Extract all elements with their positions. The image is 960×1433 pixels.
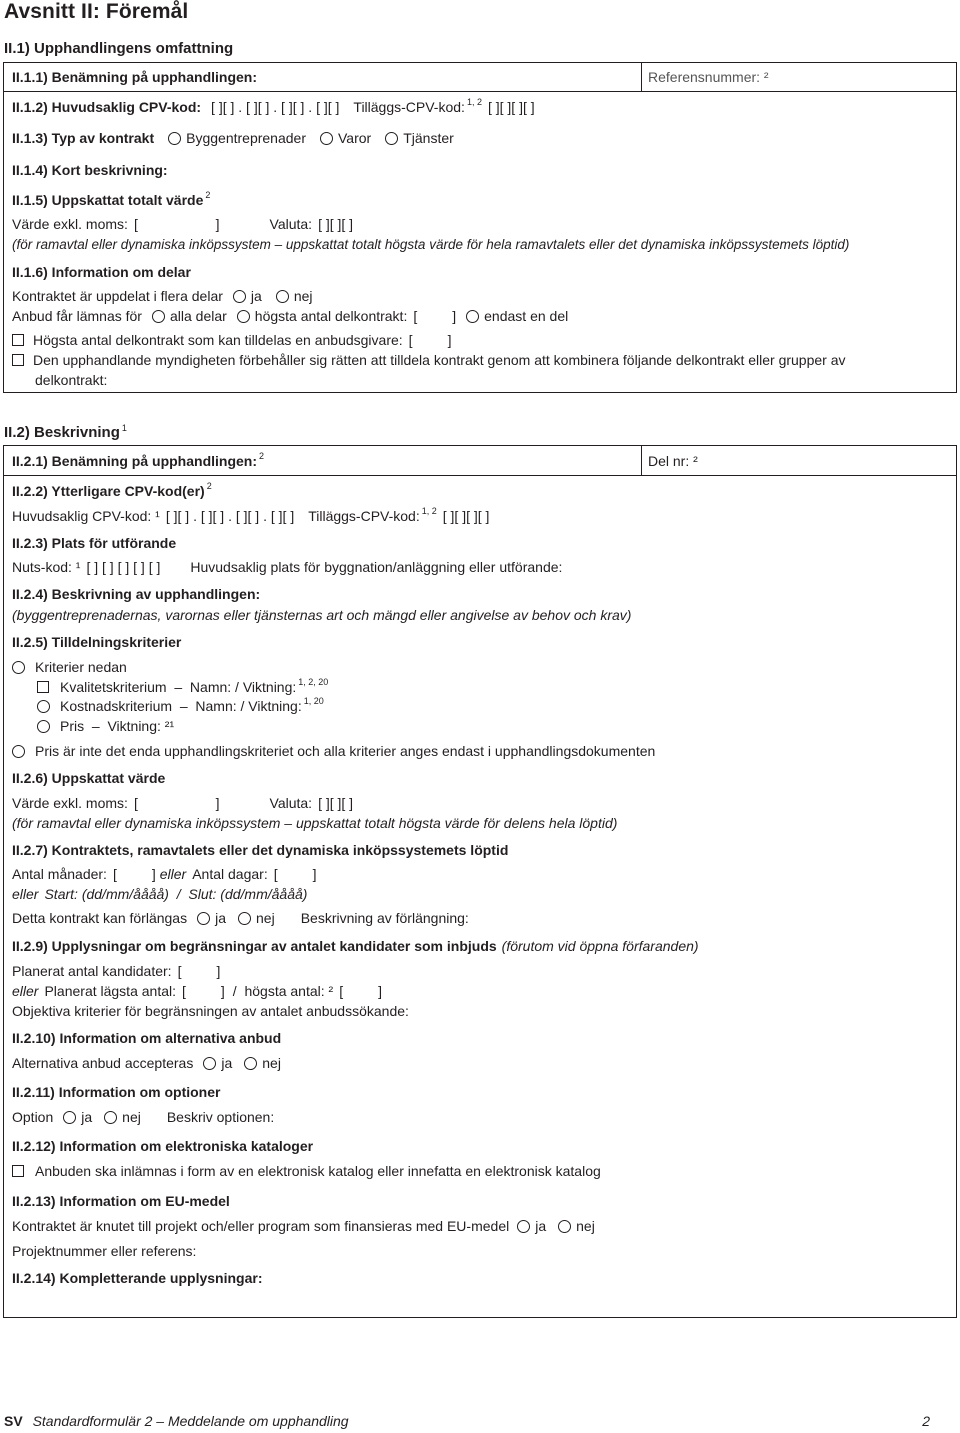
all-lots-radio[interactable] — [152, 310, 165, 323]
field-label-ii114: II.1.4) Kort beskrivning: — [12, 162, 168, 178]
max-award-checkbox[interactable] — [12, 334, 24, 346]
reserve-label-line1: Den upphandlande myndigheten förbehåller sig rätten att tilldela kontrakt genom att kombinera följande delkontrakt eller grupper av — [33, 352, 846, 368]
max-award-row — [12, 332, 451, 348]
months-label: Antal månader: — [12, 866, 107, 882]
cost-criterion-radio[interactable] — [37, 700, 50, 713]
max-lots-label: högsta antal delkontrakt: — [254, 308, 408, 324]
field-label-ii226: II.2.6) Uppskattat värde — [12, 770, 166, 786]
field-label-ii2213: II.2.13) Information om EU-medel — [12, 1193, 230, 1209]
variants-yes-radio[interactable] — [203, 1057, 216, 1070]
renewal-yes-radio[interactable] — [197, 912, 210, 925]
field-label-ii2214: II.2.14) Kompletterande upplysningar: — [12, 1270, 263, 1286]
divider — [641, 63, 642, 91]
reserve-label-line2: delkontrakt: — [35, 372, 108, 388]
e-catalogue-checkbox[interactable] — [12, 1165, 24, 1177]
field-label-ii229: II.2.9) Upplysningar om begränsningar av antalet kandidater som inbjuds — [12, 938, 497, 954]
field-label-ii112: II.1.2) Huvudsaklig CPV-kod: — [12, 99, 202, 115]
yes-label: ja — [250, 288, 262, 304]
objective-criteria-label: Objektiva kriterier för begränsningen av antalet anbudssökande: — [12, 1003, 409, 1019]
max-candidates-label: / högsta antal: ² — [232, 983, 334, 999]
reserve-checkbox[interactable] — [12, 354, 24, 366]
footnote-ref: 1 — [121, 422, 127, 433]
no-label: nej — [122, 1109, 141, 1125]
price-criterion-row — [37, 718, 174, 734]
planned-candidates-row — [12, 963, 220, 979]
renewal-no-radio[interactable] — [238, 912, 251, 925]
supplies-radio[interactable] — [320, 132, 333, 145]
main-cpv-label: Huvudsaklig CPV-kod: ¹ — [12, 508, 160, 524]
candidates-heading-note: (förutom vid öppna förfaranden) — [501, 938, 699, 954]
value-field[interactable]: [ ] — [133, 216, 220, 232]
options-row — [12, 1109, 274, 1125]
lot-value-label: Värde exkl. moms: — [12, 795, 128, 811]
page-footer — [4, 1413, 930, 1429]
field-label-ii222: II.2.2) Ytterligare CPV-kod(er) — [12, 483, 205, 499]
section-ii1-box — [3, 62, 957, 393]
estimated-value-heading — [12, 192, 210, 208]
estimated-value-note: (för ramavtal eller dynamiska inköpssystem – uppskattat totalt högsta värde för hela ramavtalets eller det dynamiska inköpssystemets löptid) — [12, 237, 850, 252]
cpv-row — [12, 99, 535, 115]
nuts-label: Nuts-kod: ¹ — [12, 559, 81, 575]
e-catalogue-label: Anbuden ska inlämnas i form av en elektronisk katalog eller innefatta en elektronisk katalog — [35, 1163, 601, 1179]
project-reference-label: Projektnummer eller referens: — [12, 1243, 197, 1259]
lot-value-note: (för ramavtal eller dynamiska inköpssystem – uppskattat totalt högsta värde för delens hela löptid) — [12, 815, 618, 831]
reserve-row — [12, 352, 846, 368]
extra-cpv-field[interactable]: [ ][ ][ ][ ] — [442, 508, 490, 524]
yes-label: ja — [535, 1218, 547, 1234]
lot-title-row — [12, 453, 264, 469]
yes-label: ja — [221, 1055, 233, 1071]
options-yes-radio[interactable] — [63, 1111, 76, 1124]
lot-value-row — [12, 795, 353, 811]
variants-label: Alternativa anbud accepteras — [12, 1055, 194, 1071]
section-heading-ii1: II.1) Upphandlingens omfattning — [4, 40, 234, 57]
yes-label: ja — [81, 1109, 93, 1125]
reference-number-label: Referensnummer: ² — [648, 69, 769, 85]
planned-candidates-label: Planerat antal kandidater: — [12, 963, 172, 979]
currency-label: Valuta: — [269, 216, 313, 232]
min-candidates-label: Planerat lägsta antal: — [44, 983, 176, 999]
months-field[interactable]: [ ] — [112, 866, 156, 882]
lots-question: Kontraktet är uppdelat i flera delar — [12, 288, 223, 304]
footnote-ref: 2 — [206, 481, 212, 491]
max-lots-radio[interactable] — [237, 310, 250, 323]
renewal-question: Detta kontrakt kan förlängas — [12, 910, 188, 926]
extra-cpv-code-field[interactable]: [ ][ ][ ][ ] — [487, 99, 535, 115]
criteria-below-label: Kriterier nedan — [35, 659, 127, 675]
quality-criterion-label: Kvalitetskriterium – Namn: / Viktning: — [60, 679, 297, 695]
options-label: Option — [12, 1109, 54, 1125]
max-lots-field[interactable]: [ ] — [413, 308, 457, 324]
value-label: Värde exkl. moms: — [12, 216, 128, 232]
lots-no-radio[interactable] — [276, 290, 289, 303]
field-label-ii2211: II.2.11) Information om optioner — [12, 1084, 221, 1100]
yes-label: ja — [215, 910, 227, 926]
footnote-ref: 2 — [205, 190, 211, 200]
cost-criterion-label: Kostnadskriterium – Namn: / Viktning: — [60, 698, 302, 714]
field-label-ii223: II.2.3) Plats för utförande — [12, 535, 177, 551]
field-label-ii2210: II.2.10) Information om alternativa anbud — [12, 1030, 282, 1046]
page-title: Avsnitt II: Föremål — [4, 0, 189, 23]
price-criterion-label: Pris – Viktning: ²¹ — [60, 718, 175, 734]
start-end-label[interactable]: Start: (dd/mm/åååå) / Slut: (dd/mm/åååå) — [44, 886, 308, 902]
cpv-code-field[interactable]: [ ][ ] . [ ][ ] . [ ][ ] . [ ][ ] — [211, 99, 340, 115]
services-radio[interactable] — [385, 132, 398, 145]
or-label: eller — [12, 983, 39, 999]
section-heading-ii2 — [4, 424, 127, 441]
lots-yes-radio[interactable] — [233, 290, 246, 303]
or-label: eller — [159, 866, 187, 882]
lot-value-field[interactable]: [ ] — [133, 795, 220, 811]
lots-row — [12, 288, 313, 304]
days-label: Antal dagar: — [192, 866, 268, 882]
works-label: Byggentreprenader — [186, 130, 306, 146]
no-label: nej — [293, 288, 313, 304]
tender-lots-label: Anbud får lämnas för — [12, 308, 142, 324]
extra-cpv-heading — [12, 483, 212, 499]
tender-lots-row — [12, 308, 568, 324]
criteria-below-radio[interactable] — [12, 661, 25, 674]
services-label: Tjänster — [403, 130, 454, 146]
footnote-ref: 2 — [259, 451, 265, 461]
variants-row — [12, 1055, 281, 1071]
one-lot-radio[interactable] — [466, 310, 479, 323]
extra-cpv-label: Tilläggs-CPV-kod: — [308, 508, 420, 524]
no-label: nej — [576, 1218, 595, 1234]
estimated-value-row — [12, 216, 353, 232]
divider — [641, 446, 642, 475]
extra-cpv-label: Tilläggs-CPV-kod: — [353, 99, 465, 115]
section-heading-ii2-text: II.2) Beskrivning — [4, 424, 120, 441]
price-not-only-label: Pris är inte det enda upphandlingskriteriet och alla kriterier anges endast i upphandlingsdokumenten — [35, 743, 656, 759]
candidates-heading — [12, 938, 699, 954]
eu-funds-label: Kontraktet är knutet till projekt och/eller program som finansieras med EU-medel — [12, 1218, 510, 1234]
footnote-ref: 1, 20 — [303, 696, 324, 706]
contract-type-row — [12, 130, 454, 146]
criteria-below-row — [12, 659, 127, 675]
lot-number-label: Del nr: ² — [648, 453, 698, 469]
page-number: 2 — [922, 1413, 930, 1429]
nuts-field[interactable]: [ ] [ ] [ ] [ ] [ ] — [86, 559, 161, 575]
field-label-ii115: II.1.5) Uppskattat totalt värde — [12, 192, 204, 208]
quality-criterion-row — [37, 679, 328, 695]
all-lots-label: alla delar — [169, 308, 227, 324]
nuts-row — [12, 559, 562, 575]
price-not-only-row — [12, 743, 655, 759]
duration-row — [12, 866, 317, 882]
renewal-description-label: Beskrivning av förlängning: — [300, 910, 469, 926]
e-catalogue-row — [12, 1163, 601, 1179]
variants-no-radio[interactable] — [244, 1057, 257, 1070]
eu-funds-yes-radio[interactable] — [517, 1220, 530, 1233]
quality-criterion-checkbox[interactable] — [37, 681, 49, 693]
price-not-only-radio[interactable] — [12, 745, 25, 758]
divider — [4, 91, 956, 92]
field-label-ii113: II.1.3) Typ av kontrakt — [12, 130, 155, 146]
footnote-ref: 1, 2 — [466, 97, 482, 107]
description-note: (byggentreprenadernas, varornas eller tjänsternas art och mängd eller angivelse av behov och krav) — [12, 607, 632, 623]
max-award-label: Högsta antal delkontrakt som kan tilldelas en anbudsgivare: — [33, 332, 403, 348]
footer-language: SV — [4, 1413, 23, 1429]
field-label-ii116: II.1.6) Information om delar — [12, 264, 191, 280]
lot-cpv-row — [12, 508, 489, 524]
lot-currency-label: Valuta: — [269, 795, 313, 811]
max-candidates-field[interactable]: [ ] — [339, 983, 382, 999]
field-label-ii221: II.2.1) Benämning på upphandlingen: — [12, 453, 258, 469]
divider — [4, 475, 956, 476]
renewal-row — [12, 910, 469, 926]
no-label: nej — [262, 1055, 281, 1071]
eu-funds-row — [12, 1218, 595, 1234]
currency-field[interactable]: [ ][ ][ ] — [318, 216, 354, 232]
days-field[interactable]: [ ] — [273, 866, 317, 882]
field-label-ii224: II.2.4) Beskrivning av upphandlingen: — [12, 586, 261, 602]
field-label-ii111: II.1.1) Benämning på upphandlingen: — [12, 69, 258, 85]
footnote-ref: 1, 2, 20 — [298, 677, 329, 687]
main-cpv-field[interactable]: [ ][ ] . [ ][ ] . [ ][ ] . [ ][ ] — [165, 508, 295, 524]
field-label-ii2212: II.2.12) Information om elektroniska kataloger — [12, 1138, 314, 1154]
or-label: eller — [12, 886, 39, 902]
min-max-candidates-row — [12, 983, 382, 999]
options-no-radio[interactable] — [104, 1111, 117, 1124]
no-label: nej — [256, 910, 275, 926]
min-candidates-field[interactable]: [ ] — [182, 983, 225, 999]
footnote-ref: 1, 2 — [421, 506, 437, 516]
planned-candidates-field[interactable]: [ ] — [177, 963, 221, 979]
max-award-field[interactable]: [ ] — [408, 332, 452, 348]
field-label-ii225: II.2.5) Tilldelningskriterier — [12, 634, 182, 650]
main-place-label: Huvudsaklig plats för byggnation/anläggning eller utförande: — [190, 559, 563, 575]
cost-criterion-row — [37, 698, 324, 714]
works-radio[interactable] — [168, 132, 181, 145]
eu-funds-no-radio[interactable] — [558, 1220, 571, 1233]
section-ii2-box — [3, 445, 957, 1318]
one-lot-label: endast en del — [484, 308, 569, 324]
start-end-row — [12, 886, 307, 902]
field-label-ii227: II.2.7) Kontraktets, ramavtalets eller det dynamiska inköpssystemets löptid — [12, 842, 509, 858]
footer-title: Standardformulär 2 – Meddelande om upphandling — [32, 1413, 349, 1429]
price-criterion-radio[interactable] — [37, 720, 50, 733]
options-description-label: Beskriv optionen: — [166, 1109, 275, 1125]
lot-currency-field[interactable]: [ ][ ][ ] — [318, 795, 354, 811]
supplies-label: Varor — [338, 130, 372, 146]
